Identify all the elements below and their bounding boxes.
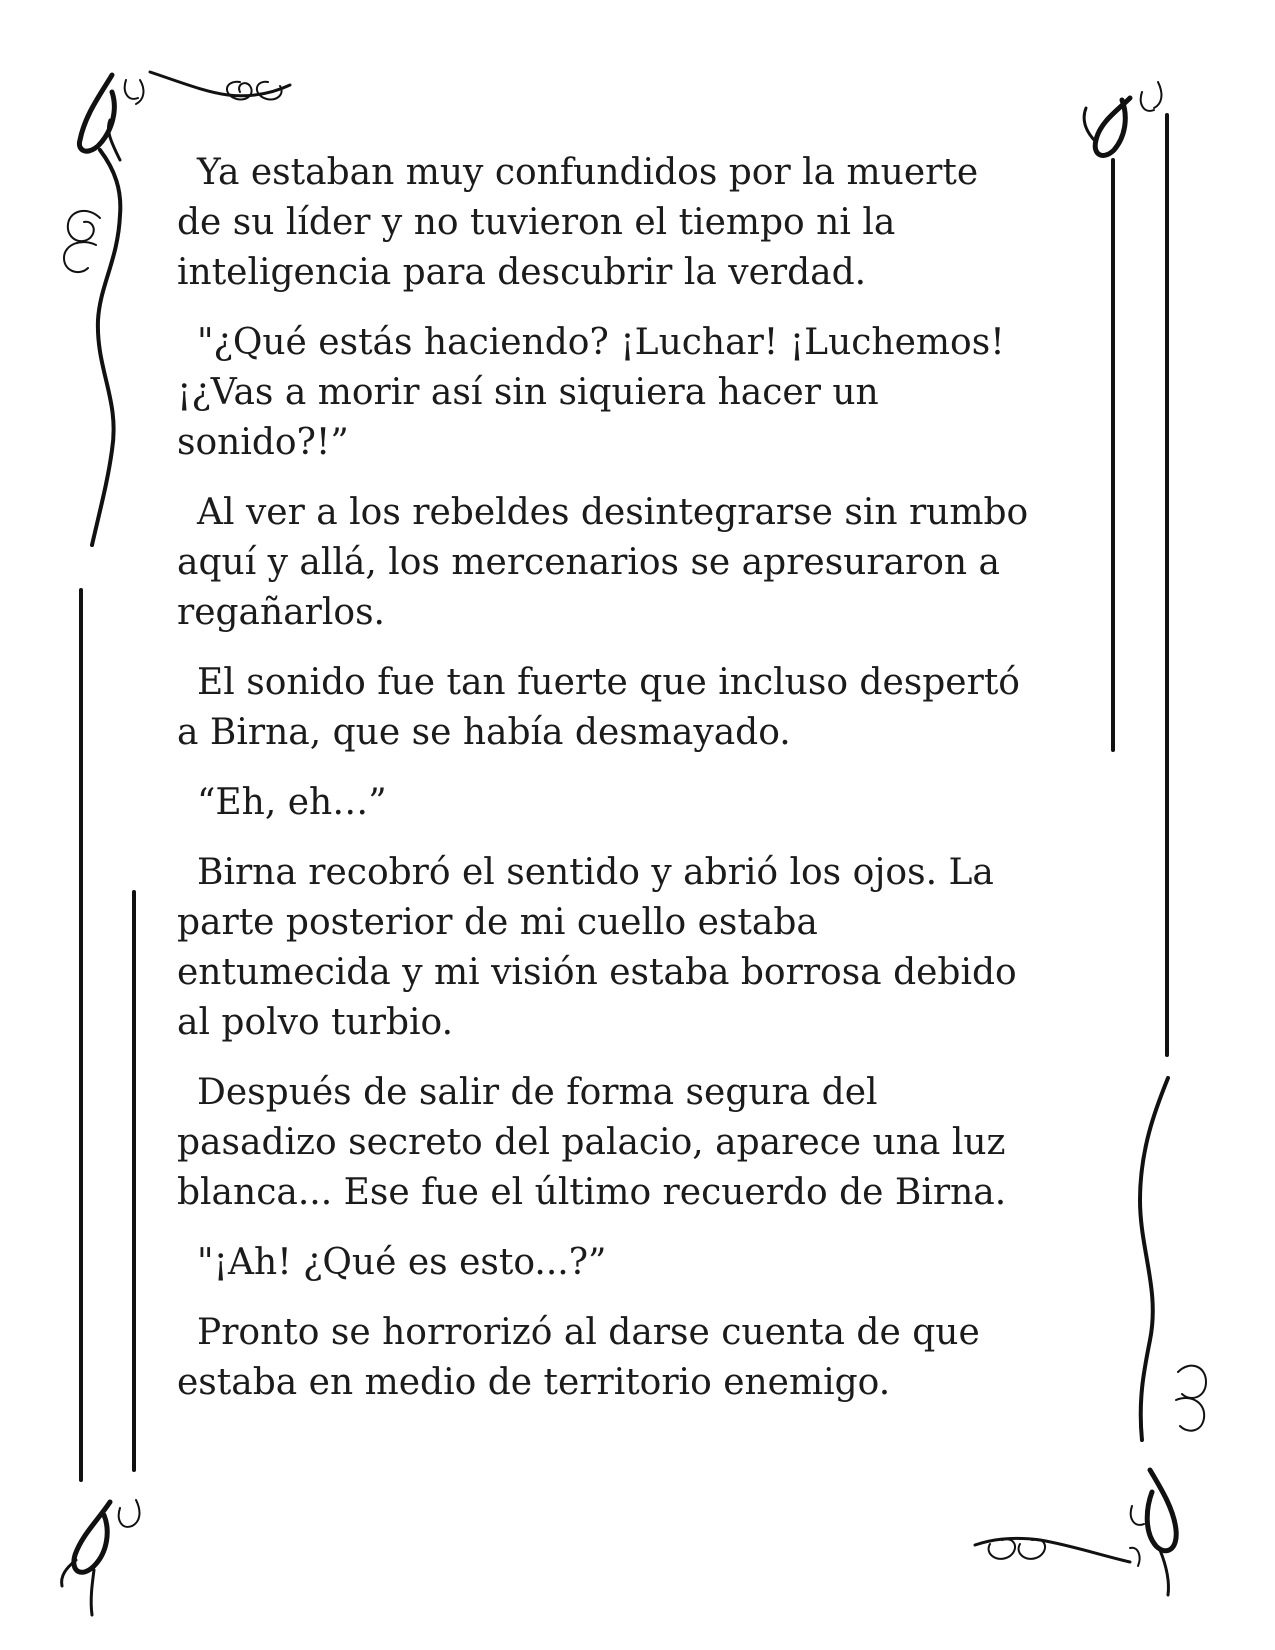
story-text <box>177 148 1077 1428</box>
paragraph: Birna recobró el sentido y abrió los ojos. La parte posterior de mi cuello estaba entumecida y mi visión estaba borrosa debido al polvo turbio. <box>177 852 1017 1043</box>
paragraph: "¿Qué estás haciendo? ¡Luchar! ¡Luchemos! ¡¿Vas a morir así sin siquiera hacer un sonido?!” <box>177 322 1005 463</box>
paragraph: Pronto se horrorizó al darse cuenta de que estaba en medio de territorio enemigo. <box>177 1312 980 1403</box>
paragraph: Ya estaban muy confundidos por la muerte de su líder y no tuvieron el tiempo ni la inteligencia para descubrir la verdad. <box>177 152 979 293</box>
top-right-flourish-icon <box>1084 82 1161 155</box>
paragraph: "¡Ah! ¿Qué es esto...?” <box>197 1242 607 1283</box>
paragraph: “Eh, eh…” <box>197 782 387 823</box>
paragraph: Al ver a los rebeldes desintegrarse sin rumbo aquí y allá, los mercenarios se apresuraron a regañarlos. <box>177 492 1029 633</box>
paragraph: Después de salir de forma segura del pasadizo secreto del palacio, aparece una luz blanca... Ese fue el último recuerdo de Birna. <box>177 1072 1007 1213</box>
bottom-left-flourish-icon <box>62 1500 140 1615</box>
paragraph: El sonido fue tan fuerte que incluso despertó a Birna, que se había desmayado. <box>177 662 1020 753</box>
